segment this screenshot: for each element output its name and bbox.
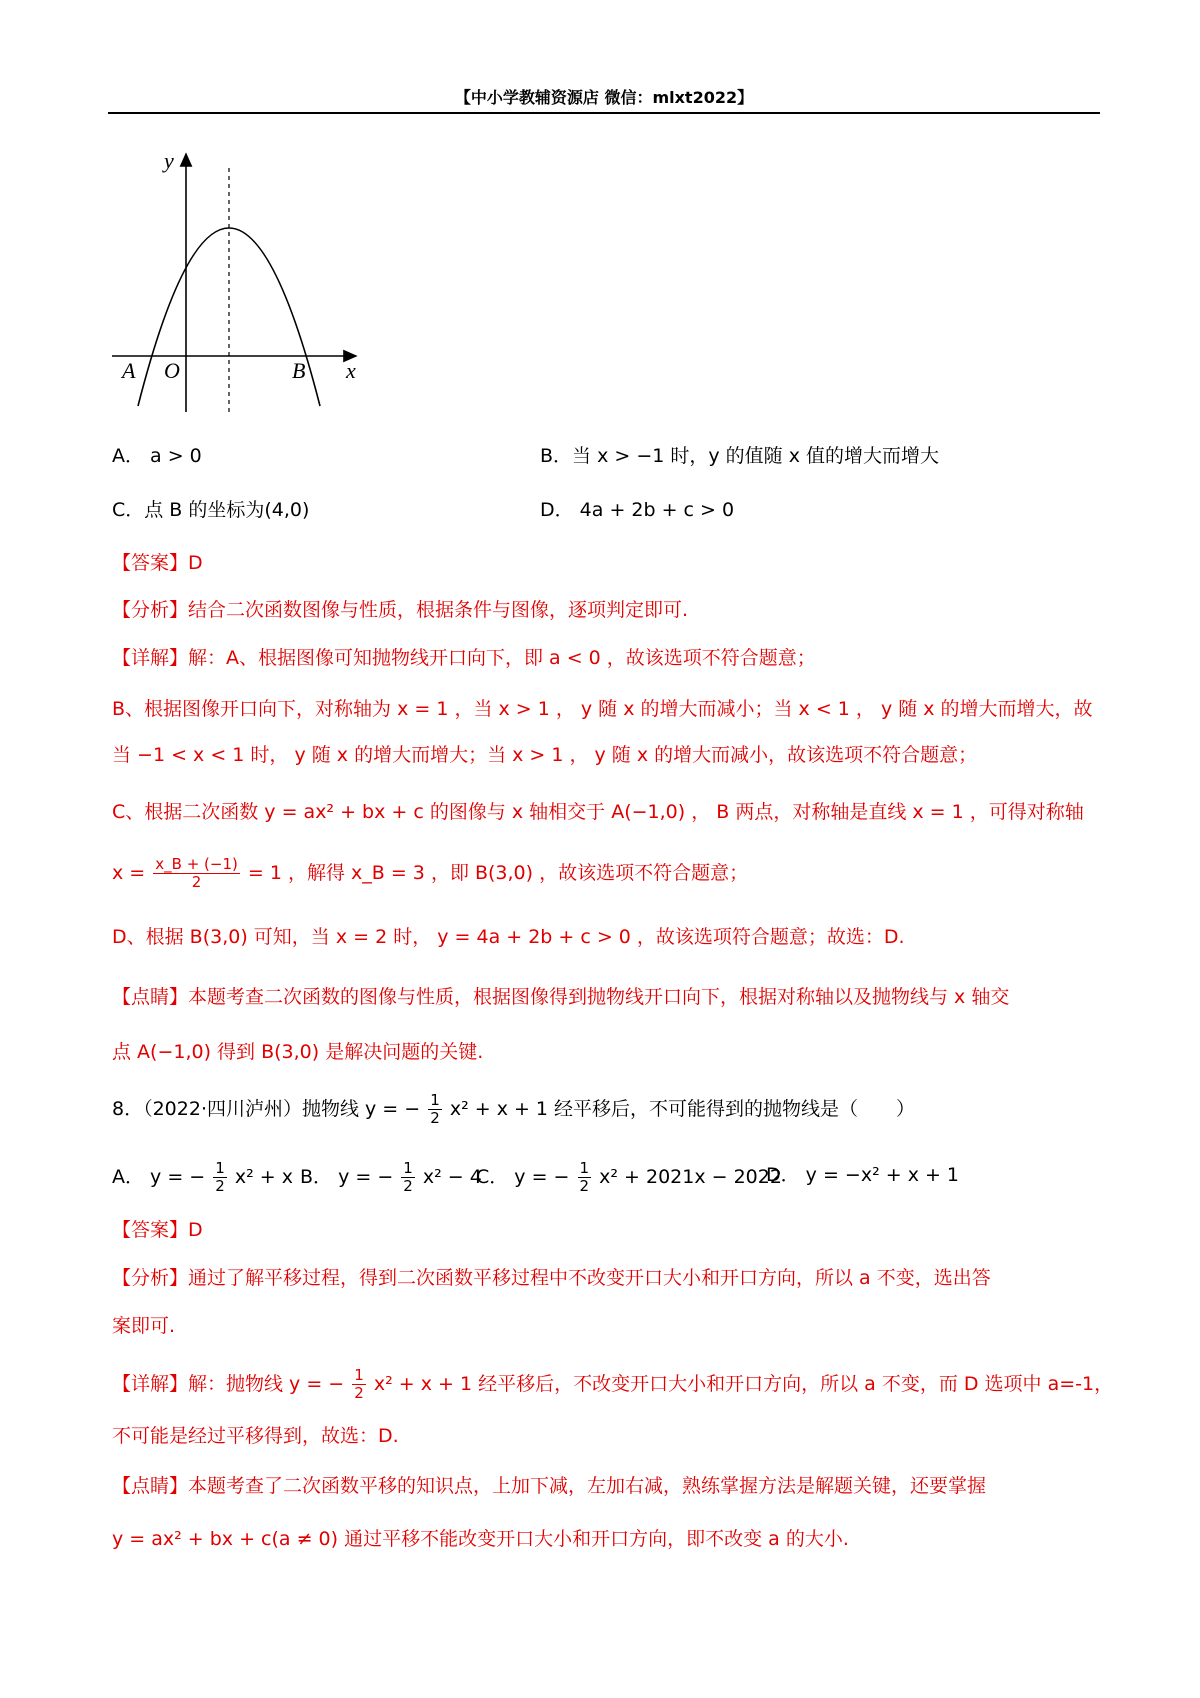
label-B: B [292,358,306,383]
q8-option-a-fraction [213,1160,227,1195]
q7-detail-4: C、根据二次函数 y = ax² + bx + c 的图像与 x 轴相交于 A(−1,0) ， B 两点，对称轴是直线 x = 1 ，可得对称轴 [112,801,1084,823]
label-y: y [164,150,174,173]
q8-detail-1 [112,1367,1113,1402]
q8-option-a-post: x² + x [234,1166,293,1188]
q8-point-2: y = ax² + bx + c(a ≠ 0) 通过平移不能改变开口大小和开口方向，即不改变 a 的大小. [112,1528,849,1550]
q8-option-d: D． y = −x² + x + 1 [766,1164,960,1186]
q7-detail-5-numerator: x_B + (−1) [155,855,238,873]
q8-option-a-pre: A． y = − [112,1166,206,1188]
q8-stem-post: x² + x + 1 经平移后，不可能得到的抛物线是（ ） [449,1098,916,1120]
q7-detail-5-fraction [153,856,240,891]
q8-option-a [112,1160,293,1195]
q8-option-b-pre: B． y = − [300,1166,394,1188]
q7-detail-1: 【详解】解：A、根据图像可知抛物线开口向下，即 a < 0 ，故该选项不符合题意； [112,647,816,669]
q8-option-a-denominator: 2 [215,1177,225,1195]
q8-answer: 【答案】D [112,1219,203,1241]
q8-analysis-1: 【分析】通过了解平移过程，得到二次函数平移过程中不改变开口大小和开口方向，所以 a 不变，选出答 [112,1267,991,1289]
q8-detail-1-post: x² + x + 1 经平移后，不改变开口大小和开口方向，所以 a 不变，而 D 选项中 a=-1， [373,1373,1114,1395]
q7-option-b: B．当 x > −1 时，y 的值随 x 值的增大而增大 [540,445,939,467]
q8-detail-2: 不可能是经过平移得到，故选：D. [112,1425,399,1447]
q8-detail-1-fraction [352,1367,366,1402]
q8-option-b-fraction [401,1160,415,1195]
q7-answer: 【答案】D [112,552,203,574]
q8-stem-pre: 8．（2022·四川泸州）抛物线 y = − [112,1098,421,1120]
page-header: 【中小学教辅资源店 微信：mlxt2022】 [108,84,1100,114]
label-x: x [346,358,356,383]
q7-analysis: 【分析】结合二次函数图像与性质，根据条件与图像，逐项判定即可. [112,599,689,621]
q8-detail-1-pre: 【详解】解：抛物线 y = − [112,1373,345,1395]
q7-point-1: 【点睛】本题考查二次函数的图像与性质，根据图像得到抛物线开口向下，根据对称轴以及抛物线与 x 轴交 [112,986,1010,1008]
q8-detail-1-numerator: 1 [354,1366,364,1384]
q8-stem-denominator: 2 [430,1109,440,1127]
label-O: O [164,358,180,383]
q7-detail-5-denominator: 2 [191,873,202,891]
q8-point-1: 【点睛】本题考查了二次函数平移的知识点，上加下减，左加右减，熟练掌握方法是解题关键，还要掌握 [112,1475,987,1497]
q8-option-b-numerator: 1 [403,1159,413,1177]
parabola-figure [108,150,368,420]
q8-stem-numerator: 1 [430,1091,440,1109]
label-A: A [122,358,136,383]
q8-option-b [300,1160,482,1195]
q8-option-c-post: x² + 2021x − 2022 [599,1166,782,1188]
q7-option-a: A． a > 0 [112,445,202,467]
q7-detail-3: 当 −1 < x < 1 时， y 随 x 的增大而增大；当 x > 1 ， y 随 x 的增大而减小，故该选项不符合题意； [112,744,978,766]
q7-detail-5 [112,856,748,891]
q8-stem-fraction [428,1092,442,1127]
q7-point-2: 点 A(−1,0) 得到 B(3,0) 是解决问题的关键. [112,1041,484,1063]
q8-option-c-numerator: 1 [579,1159,590,1177]
q8-option-c-fraction [578,1160,592,1195]
q8-detail-1-denominator: 2 [354,1384,364,1402]
q8-option-b-post: x² − 4 [422,1166,482,1188]
q8-stem [112,1092,915,1127]
q7-option-c: C．点 B 的坐标为(4,0) [112,499,310,521]
q7-detail-5-post: = 1 ，解得 x_B = 3 ，即 B(3,0) ，故该选项不符合题意； [247,862,749,884]
q8-option-c-denominator: 2 [579,1177,590,1195]
q8-option-c [476,1160,782,1195]
q7-detail-6: D、根据 B(3,0) 可知，当 x = 2 时， y = 4a + 2b + c > 0 ，故该选项符合题意；故选：D. [112,926,905,948]
q8-option-a-numerator: 1 [215,1159,225,1177]
q8-option-b-denominator: 2 [403,1177,413,1195]
q8-option-c-pre: C． y = − [476,1166,570,1188]
q7-detail-5-pre: x = [112,862,146,884]
q7-option-d: D． 4a + 2b + c > 0 [540,499,735,521]
q7-detail-2: B、根据图像开口向下，对称轴为 x = 1 ，当 x > 1 ， y 随 x 的增大而减小；当 x < 1 ， y 随 x 的增大而增大，故 [112,698,1093,720]
q8-analysis-2: 案即可. [112,1315,176,1337]
